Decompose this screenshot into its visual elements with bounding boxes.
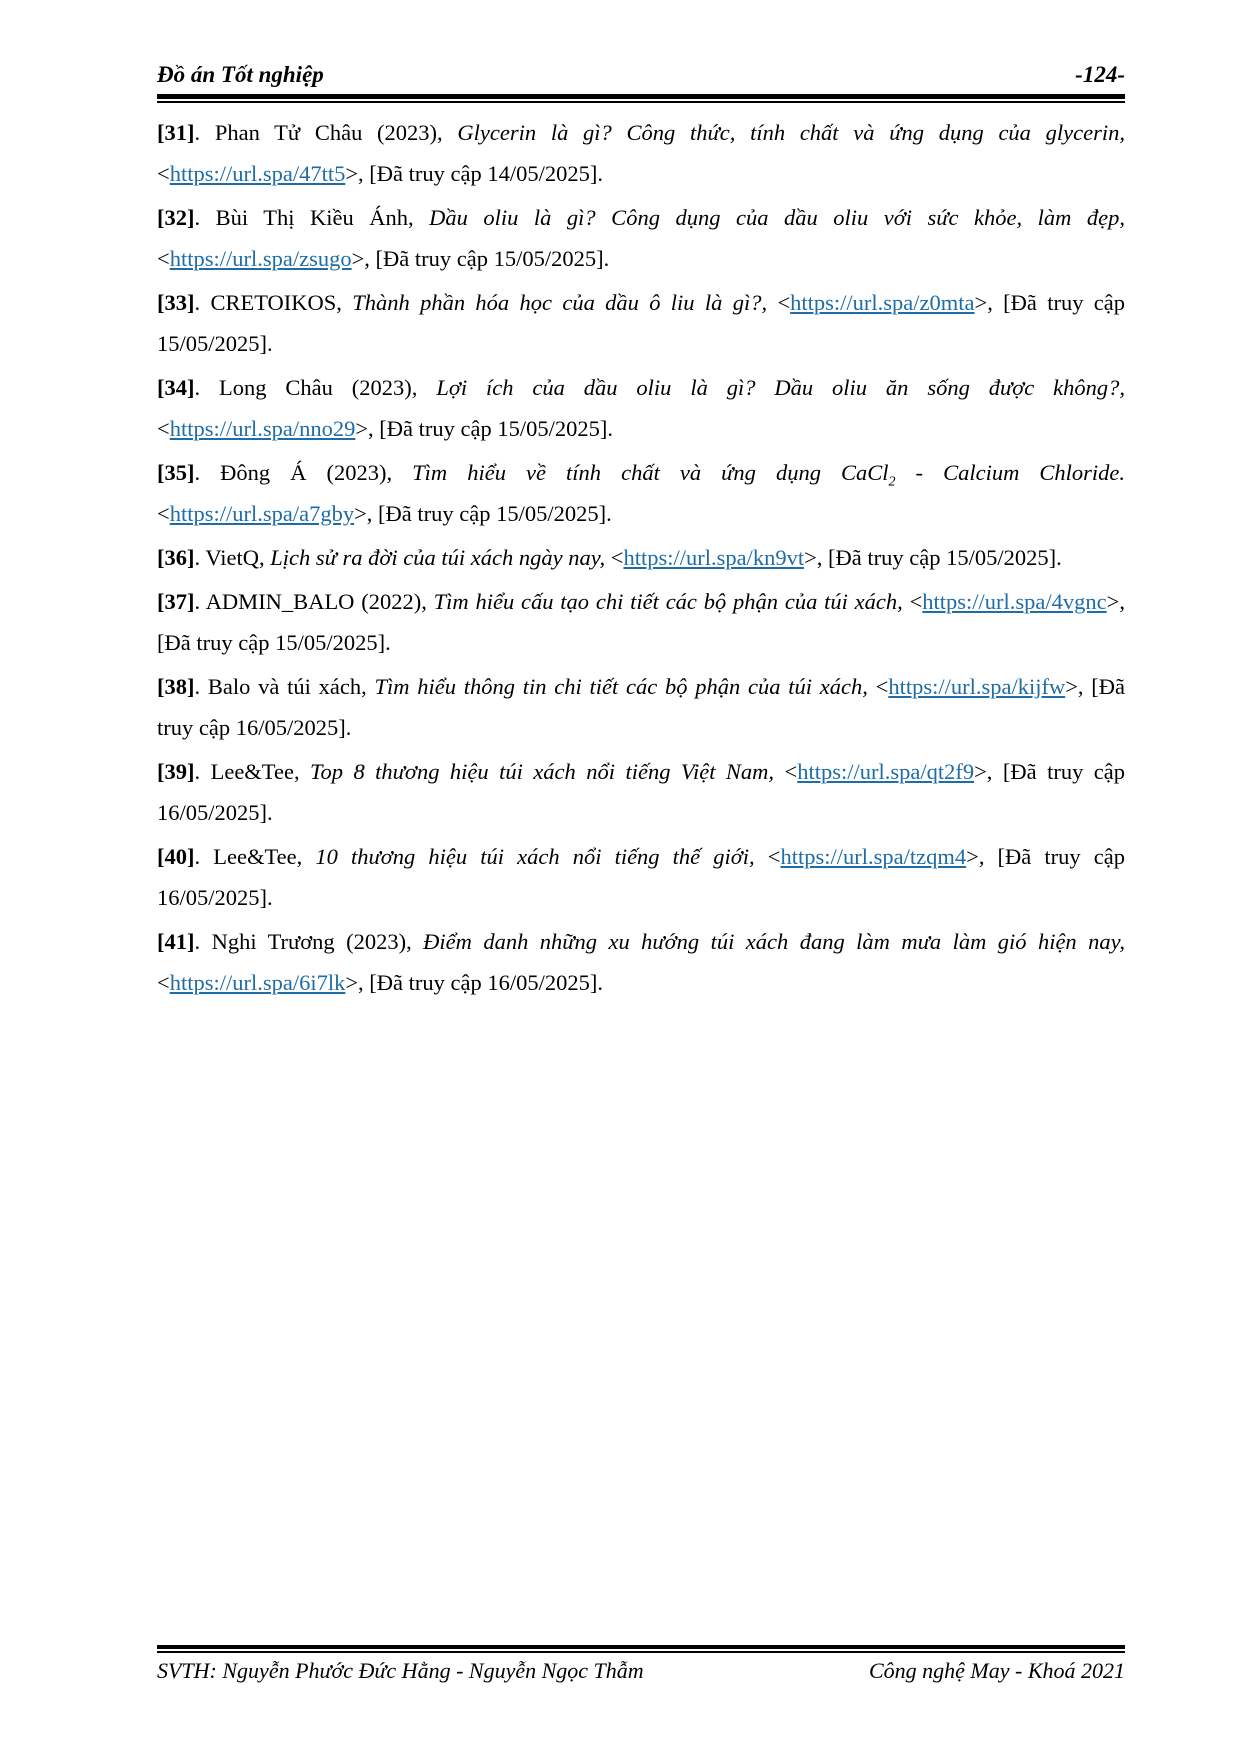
page-header (157, 62, 1125, 103)
references-list (157, 112, 1125, 1006)
reference-text: >, [Đã truy cập 15/05/2025]. (351, 246, 610, 271)
reference-number: [41] (157, 929, 195, 954)
reference-text: >, [Đã truy cập 16/05/2025]. (157, 844, 1125, 910)
reference-text: < (157, 161, 170, 186)
reference-text: Tìm hiểu thông tin chi tiết các bộ phận của túi xách, (374, 674, 876, 699)
reference-item (157, 836, 1125, 918)
reference-text: . ADMIN_BALO (2022), (194, 589, 434, 614)
reference-text: Thành phần hóa học của dầu ô liu là gì?, (352, 290, 778, 315)
reference-text: < (157, 970, 170, 995)
reference-text: < (777, 290, 791, 315)
reference-text: . Phan Tử Châu (2023), (194, 120, 458, 145)
reference-number: [31] (157, 120, 195, 145)
reference-text: . Đông Á (2023), (194, 460, 413, 485)
reference-text: Lợi ích của dầu oliu là gì? Dầu oliu ăn sống được không?, (436, 375, 1125, 400)
reference-url-link[interactable]: https://url.spa/nno29 (169, 416, 356, 441)
reference-item (157, 112, 1125, 194)
reference-text: . Lee&Tee, (194, 759, 311, 784)
footer-rule (157, 1645, 1125, 1653)
reference-text: < (875, 674, 889, 699)
reference-text: Top 8 thương hiệu túi xách nổi tiếng Việt Nam, (310, 759, 785, 784)
reference-text: . CRETOIKOS, (194, 290, 353, 315)
reference-url-link[interactable]: https://url.spa/4vgnc (922, 589, 1107, 614)
reference-text: . Balo và túi xách, (194, 674, 375, 699)
header-rule-thin-line (157, 101, 1125, 103)
reference-text: Tìm hiểu về tính chất và ứng dụng CaCl (412, 460, 889, 485)
reference-item (157, 666, 1125, 748)
reference-text: - Calcium Chloride. (895, 460, 1125, 485)
reference-url-link[interactable]: https://url.spa/a7gby (169, 501, 355, 526)
header-title: Đồ án Tốt nghiệp (157, 62, 324, 87)
reference-item (157, 581, 1125, 663)
reference-number: [37] (157, 589, 195, 614)
reference-url-link[interactable]: https://url.spa/47tt5 (169, 161, 346, 186)
reference-text: 10 thương hiệu túi xách nổi tiếng thế giới, (315, 844, 768, 869)
reference-text: < (157, 246, 170, 271)
reference-text: < (909, 589, 923, 614)
reference-item (157, 367, 1125, 449)
reference-text: Dầu oliu là gì? Công dụng của dầu oliu với sức khỏe, làm đẹp, (429, 205, 1125, 230)
reference-number: [35] (157, 460, 195, 485)
reference-text: < (784, 759, 798, 784)
reference-url-link[interactable]: https://url.spa/kijfw (888, 674, 1066, 699)
reference-number: [38] (157, 674, 195, 699)
reference-text: < (610, 545, 624, 570)
reference-number: [40] (157, 844, 195, 869)
reference-text: >, [Đã truy cập 16/05/2025]. (345, 970, 603, 995)
reference-text: Lịch sử ra đời của túi xách ngày nay, (270, 545, 611, 570)
reference-item (157, 197, 1125, 279)
reference-item (157, 282, 1125, 364)
reference-text: < (157, 501, 170, 526)
reference-text: < (767, 844, 781, 869)
page-footer (157, 1645, 1125, 1684)
reference-number: [36] (157, 545, 195, 570)
reference-text: >, [Đã truy cập 15/05/2025]. (804, 545, 1062, 570)
header-rule (157, 94, 1125, 103)
reference-text: Glycerin là gì? Công thức, tính chất và ứng dụng của glycerin, (457, 120, 1125, 145)
reference-item (157, 921, 1125, 1003)
reference-url-link[interactable]: https://url.spa/z0mta (790, 290, 975, 315)
reference-text: Điểm danh những xu hướng túi xách đang làm mưa làm gió hiện nay, (423, 929, 1125, 954)
reference-url-link[interactable]: https://url.spa/6i7lk (169, 970, 346, 995)
reference-text: >, [Đã truy cập 15/05/2025]. (157, 290, 1125, 356)
footer-rule-thin-line (157, 1651, 1125, 1653)
reference-item (157, 537, 1125, 578)
reference-url-link[interactable]: https://url.spa/tzqm4 (780, 844, 967, 869)
reference-text: >, [Đã truy cập 15/05/2025]. (157, 589, 1125, 655)
reference-item (157, 452, 1125, 534)
reference-number: [32] (157, 205, 195, 230)
reference-number: [34] (157, 375, 195, 400)
reference-text: < (157, 416, 170, 441)
footer-course: Công nghệ May - Khoá 2021 (868, 1658, 1125, 1683)
reference-text: >, [Đã truy cập 16/05/2025]. (157, 674, 1126, 740)
reference-number: [33] (157, 290, 195, 315)
header-page-number: -124- (1075, 62, 1125, 87)
reference-text: . Bùi Thị Kiều Ánh, (194, 205, 430, 230)
reference-text: >, [Đã truy cập 15/05/2025]. (355, 416, 613, 441)
reference-text: >, [Đã truy cập 15/05/2025]. (354, 501, 612, 526)
reference-text: >, [Đã truy cập 14/05/2025]. (345, 161, 603, 186)
reference-text: Tìm hiểu cấu tạo chi tiết các bộ phận của túi xách, (433, 589, 910, 614)
reference-text: . Long Châu (2023), (194, 375, 437, 400)
reference-text: 2 (888, 474, 896, 490)
footer-author: SVTH: Nguyễn Phước Đức Hằng - Nguyễn Ngọc Thẫm (157, 1658, 644, 1683)
reference-item (157, 751, 1125, 833)
reference-url-link[interactable]: https://url.spa/qt2f9 (797, 759, 975, 784)
reference-text: >, [Đã truy cập 16/05/2025]. (157, 759, 1125, 825)
reference-text: . VietQ, (194, 545, 271, 570)
reference-text: . Lee&Tee, (194, 844, 316, 869)
reference-text: . Nghi Trương (2023), (194, 929, 424, 954)
reference-url-link[interactable]: https://url.spa/kn9vt (623, 545, 805, 570)
reference-url-link[interactable]: https://url.spa/zsugo (169, 246, 352, 271)
reference-number: [39] (157, 759, 195, 784)
